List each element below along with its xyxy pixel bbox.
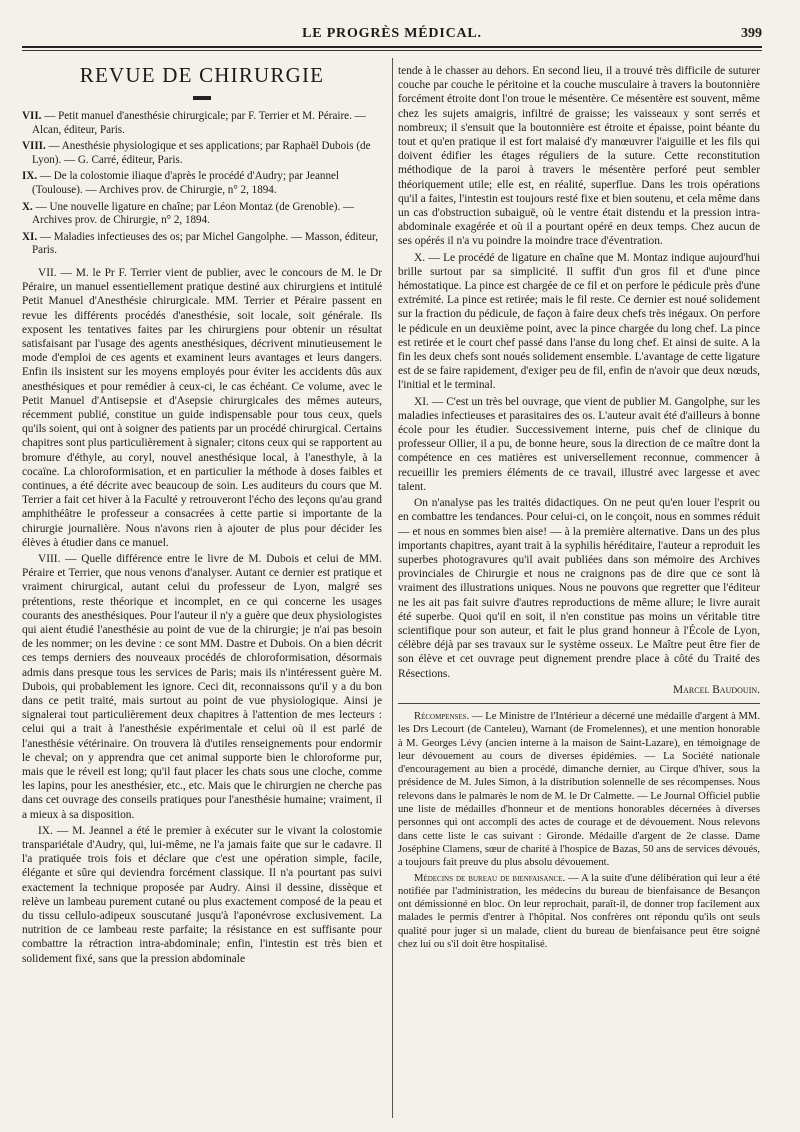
toc-item-vii: VII. — Petit manuel d'anesthésie chirurgicale; par F. Terrier et M. Péraire. — Alcan, éditeur, Paris. (22, 110, 366, 136)
review-paragraph-x: X. — Le procédé de ligature en chaîne que M. Montaz indique aujourd'hui brille surtout par sa simplicité. Il suffit d'un gros fil et d'une pince hémostatique. La pince est chargée de ce fil et on perfore le pédicule près d'une extrémité. La pince est retirée; mais le fil reste. Ce dernier est noué solidement sur la fraction du pédicule, de façon à faire deux chefs très inégaux. On perfore le pédicule en un deuxième point, avec la pince chargée du long chef. La pince est retirée et le court chef passé dans l'anse du long chef. Et ainsi de suite. A la fin les deux chefs sont noués solidement ensemble. L'avantage de cette ligature est de se faire rapidement, d'exiger peu de fil, enfin de n'avoir que deux nœuds, l'initial et le terminal. (398, 251, 760, 392)
author-signature: Marcel Baudouin. (673, 683, 760, 696)
toc-item-xi: XI. — Maladies infectieuses des os; par Michel Gangolphe. — Masson, éditeur, Paris. (22, 230, 379, 257)
review-paragraph-xi: XI. — C'est un très bel ouvrage, que vient de publier M. Gangolphe, sur les maladies infectieuses et parasitaires des os. L'auteur avait été d'ailleurs à bonne école pour les étudier. Successivement interne, puis chef de clinique du professeur Ollier, il a pu, de bonne heure, sous la direction de ce maître dont la compétence en ces matières est universellement reconnue, commencer à recueillir les premiers éléments de ce travail, illustré avec largesse et avec talent. (398, 395, 760, 493)
title-dash (193, 96, 211, 100)
news-separator (398, 703, 760, 704)
review-paragraph-ix: IX. — M. Jeannel a été le premier à exécuter sur le vivant la colostomie transpariétale d'Audry, qui, lui-même, ne l'a jamais faite que sur le cadavre. Il l'a pratiquée trois fois et déclare que c'est une opération simple, facile, élégante et sûre qui deviendra forcément classique. Il n'a pourtant pas suivi exactement la technique proposée par Audry. Ainsi il dessine, dissèque et relève un lambeau purement cutané ou plus exactement composé de la peau et du tissu cellulo-adipeux souscutané jusqu'à l'aponévrose exclusivement. La nutrition de ce lambeau reste parfaite; la résistance en est suffisante pour combattre la rétraction intra-abdominale; enfin, l'intestin est très bien et solidement fixé, sans que la pression abdominale (22, 824, 382, 965)
header-rule-thin (22, 50, 762, 51)
toc-item-x: X. — Une nouvelle ligature en chaîne; par Léon Montaz (de Grenoble). — Archives prov. de Chirurgie, n° 2, 1894. (22, 200, 355, 227)
review-paragraph-ix-continued: tende à le chasser au dehors. En second lieu, il a trouvé très difficile de suturer couche par couche le péritoine et la couche musculaire à travers la boutonnière forcément étroite dont l'on troue le mésentère. Ce mésentère est souvent, même chez les sujets amaigris, infiltré de graisse; les vaisseaux y sont serrés et nombreux; il s'ensuit que la boutonnière est étroite et épaisse, point béante du tout et qu'en pratique il est fort malaisé d'y manœuvrer l'aiguille et les fils qui doivent édifier les étages réguliers de la suture. Cette reconstitution méthodique de la paroi à travers le mésentère perforé peut sembler théoriquement utile; elle est, en réalité, superflue. Dans les trois opérations qu'il a faites, l'intestin est toujours resté fixe et bien soutenu, et cela même dans un cas d'obstruction subaiguë, où le ventre était distendu et la pression intra-abdominale exagérée et où il a pourtant opéré en deux temps. Chez aucun de ses opérés il n'a vu poindre la moindre trace d'éventration. (398, 65, 760, 248)
toc-item-ix: IX. — De la colostomie iliaque d'après le procédé d'Audry; par Jeannel (Toulouse). — Archives prov. de Chirurgie, n° 2, 1894. (22, 170, 339, 196)
review-paragraph-viii: VIII. — Quelle différence entre le livre de M. Dubois et celui de MM. Péraire et Terrier, que nous venons d'analyser. Autant ce dernier est pratique et vraiment chirurgical, autant celui du professeur de Lyon, malgré ses prétentions, reste théorique et incomplet, en ce qui concerne les usages courants des anesthésiques. Pour l'auteur il n'y a guère que deux physiologistes qui aient étudié l'anesthésie au point de vue de la chirurgie; je n'ai pas besoin de les nommer; on les devine : ce sont MM. Dastre et Dubois. On a bien décrit ces temps derniers des nouveaux procédés de chloroformisation, désormais admis dans presque tous les services de Paris; mais ils n'intéressent guère M. Dubois, qui probablement les ignore. Ceci dit, reconnaissons qu'il y a du bon dans ce petit traité, mais surtout au point de vue physiologique. Ainsi je signalerai tout particulièrement deux chapitres à l'attention de mes lecteurs : celui qui a trait à l'anesthésie expérimentale et celui où il est parlé de l'anesthésie vétérinaire. On trouvera là d'utiles renseignements pour endormir le cheval; on y apprendra que cet animal supporte bien le chloroforme pur, mais que le réveil est long; qu'il faut placer les chats sous une cloche, comme les lapins, pour les anesthésier, etc., etc. Mais que le chirurgien ne cherche pas dans cet ouvrage des conseils pratiques pour l'anesthésie humaine; vraiment, il a mieux à sa disposition. (22, 553, 382, 821)
review-paragraph-vii: VII. — M. le Pr F. Terrier vient de publier, avec le concours de M. le Dr Péraire, un manuel essentiellement pratique destiné aux chirurgiens et intitulé Petit Manuel d'Anesthésie chirurgicale. MM. Terrier et Péraire passent en revue les différents procédés d'anesthésie, soit locale, soit générale. Ils exposent les tentatives faites par les chirurgiens pour obtenir un résultat satisfaisant par l'usage des agents anesthésiques, décrivent minutieusement le mode d'emploi de ces agents et examinent leurs avantages et leurs dangers. Enfin ils insistent sur les moyens employés pour éviter les accidents dûs aux anesthésiques et pour remédier à ceux-ci, le cas échéant. Ce volume, avec le Petit Manuel d'Antisepsie et d'Asepsie chirurgicales des mêmes auteurs, récemment publié, constitue un guide indispensable pour tous ceux, quels qu'ils soient, qui ont à soigner des patients par un procédé chirurgical. Certains chapitres sont plus particulièrement à signaler; citons ceux qui se rapportent au bromure d'éthyle, au coryl, nouvel anesthésique local, à l'anesthyle, à la cocaïne. La chloroformisation, et en particulier la méthode à doses faibles et continues, a été décrite avec beaucoup de soin. Les auditeurs du cours que M. Terrier a fait cet hiver à la Faculté y retrouveront l'écho des leçons qu'au grand amphithéâtre le professeur a consacrées à cette partie si importante de la chirurgie journalière. Nous n'avons rien à ajouter de plus pour décider les élèves à étudier dans ce manuel. (22, 266, 382, 549)
review-paragraph-xi-continued: On n'analyse pas les traités didactiques. On ne peut qu'en louer l'esprit ou en combattre les tendances. Pour celui-ci, on le conçoit, nous en sommes réduit — et nous en sommes bien aise! — à la première alternative. Dans un des plus importants chapitres, ayant trait à la syphilis héréditaire, l'auteur a reproduit les superbes photogravures qu'il avait publiées dans son mémoire des Archives provinciales de Chirurgie et nous ne craignons pas de dire que ce sont là vraiment des illustrations uniques. Nous ne pouvons que regretter que l'éditeur ne les ait pas fait suivre d'autres reproductions de même allure; le livre aurait été superbe. Quoi qu'il en soit, il n'en constitue pas moins un véritable titre scientifique pour son auteur, et fait le plus grand honneur à l'École de Lyon, célèbre déjà par ses travaux sur le système osseux. Le Maître peut être fier de son élève et cet ouvrage peut dignement prendre place à côté du Traité des Résections. (398, 497, 760, 680)
page-header (22, 26, 762, 46)
news-item-bureau-bienfaisance: Médecins de bureau de bienfaisance. — A la suite d'une délibération qui leur a été notifiée par l'administration, les médecins du bureau de bienfaisance de Besançon ont démissionné en bloc. On leur reprochait, paraît-il, de donner trop facilement aux malades le permis d'entrer à l'hôpital. Nos confrères ont répondu qu'ils ont seuls qualité pour juger si un malade, client du bureau de bienfaisance peut être soigné chez lui ou s'il doit être hospitalisé. (398, 872, 760, 950)
header-rule (22, 46, 762, 48)
left-column (22, 62, 382, 968)
column-separator (392, 58, 393, 1118)
journal-title: LE PROGRÈS MÉDICAL. (302, 26, 482, 41)
page-number: 399 (741, 26, 762, 41)
news-item-recompenses: Récompenses. — Le Ministre de l'Intérieur a décerné une médaille d'argent à MM. les Drs Lecourt (de Canteleu), Warnant (de Fromelennes), et une mention honorable à M. Georges Lévy (ancien interne à la maison de Saint-Lazare), en témoignage de leur dévouement au cours de diverses épidémies. — La Société nationale d'encouragement au bien a procédé, dimanche dernier, au Cirque d'hiver, sous la présidence de M. Jules Simon, à la distribution solennelle de ses récompenses. Nous relevons dans le palmarès le nom de M. le Dr Calmette. — Le Journal Officiel publie une liste de médailles d'honneur et de mentions honorables décernées à diverses personnes qui ont accompli des actes de courage et de dévouement. Nous relevons dans cette liste le cas suivant : Gironde. Médaille d'argent de 2e classe. Dame Joséphine Clamens, sœur de charité à l'hospice de Bazas, 50 ans de services dévoués, a toujours fait preuve du plus absolu dévouement. (398, 710, 760, 869)
right-column (398, 64, 760, 953)
toc-item-viii: VIII. — Anesthésie physiologique et ses applications; par Raphaël Dubois (de Lyon). — G. Carré, éditeur, Paris. (22, 140, 371, 166)
section-title: REVUE DE CHIRURGIE (79, 63, 325, 87)
